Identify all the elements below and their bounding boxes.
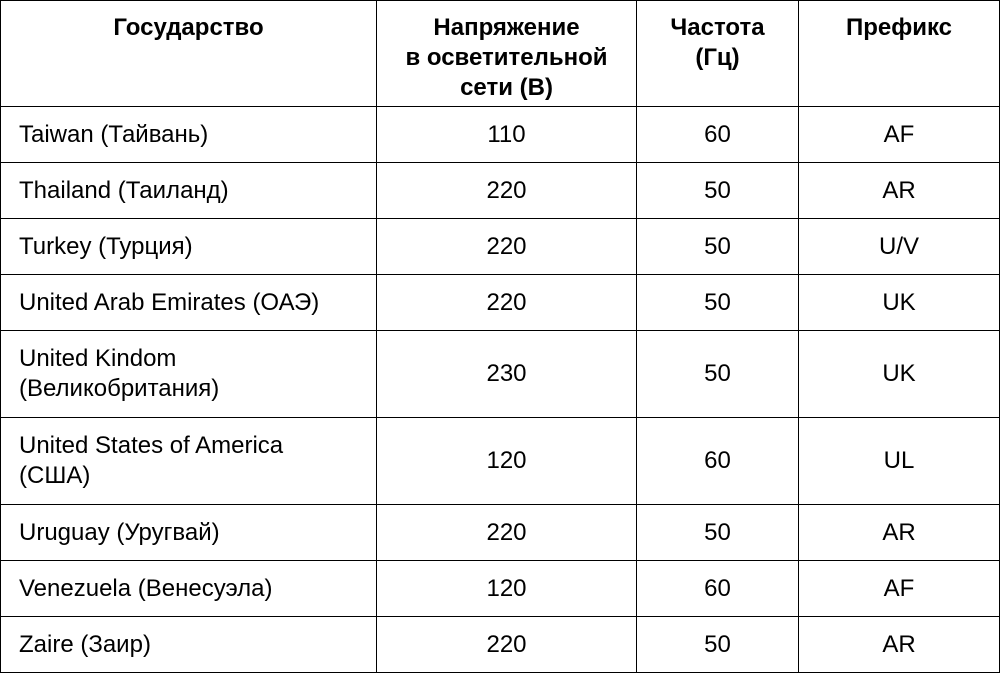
header-row: [1, 1, 1000, 107]
frequency-cell: 60: [637, 561, 799, 617]
voltage-cell: 230: [377, 331, 637, 418]
frequency-cell: 50: [637, 163, 799, 219]
prefix-cell: AR: [799, 617, 1000, 673]
frequency-cell: 50: [637, 331, 799, 418]
frequency-cell: 60: [637, 107, 799, 163]
table-row: [1, 418, 1000, 505]
country-cell: Thailand (Таиланд): [1, 163, 377, 219]
voltage-cell: 220: [377, 219, 637, 275]
table-row: [1, 561, 1000, 617]
table-row: [1, 275, 1000, 331]
country-cell: United States of America (США): [1, 418, 377, 505]
frequency-cell: 50: [637, 219, 799, 275]
table-row: [1, 107, 1000, 163]
voltage-cell: 220: [377, 275, 637, 331]
voltage-cell: 120: [377, 418, 637, 505]
table-row: [1, 163, 1000, 219]
prefix-cell: AF: [799, 107, 1000, 163]
voltage-cell: 220: [377, 617, 637, 673]
country-cell: Uruguay (Уругвай): [1, 505, 377, 561]
frequency-cell: 50: [637, 505, 799, 561]
header-frequency: Частота (Гц): [637, 1, 799, 107]
voltage-cell: 110: [377, 107, 637, 163]
header-voltage: Напряжение в осветительной сети (В): [377, 1, 637, 107]
table-row: [1, 219, 1000, 275]
country-cell: Taiwan (Тайвань): [1, 107, 377, 163]
prefix-cell: AF: [799, 561, 1000, 617]
prefix-cell: U/V: [799, 219, 1000, 275]
header-country: Государство: [1, 1, 377, 107]
country-cell: Zaire (Заир): [1, 617, 377, 673]
prefix-cell: UL: [799, 418, 1000, 505]
table-row: [1, 617, 1000, 673]
prefix-cell: UK: [799, 275, 1000, 331]
header-prefix: Префикс: [799, 1, 1000, 107]
voltage-cell: 220: [377, 163, 637, 219]
country-cell: Turkey (Турция): [1, 219, 377, 275]
frequency-cell: 60: [637, 418, 799, 505]
prefix-cell: AR: [799, 163, 1000, 219]
table-row: [1, 505, 1000, 561]
table-row: [1, 331, 1000, 418]
prefix-cell: UK: [799, 331, 1000, 418]
voltage-cell: 120: [377, 561, 637, 617]
frequency-cell: 50: [637, 275, 799, 331]
country-cell: United Arab Emirates (ОАЭ): [1, 275, 377, 331]
country-cell: Venezuela (Венесуэла): [1, 561, 377, 617]
voltage-cell: 220: [377, 505, 637, 561]
prefix-cell: AR: [799, 505, 1000, 561]
country-cell: United Kindom (Великобритания): [1, 331, 377, 418]
frequency-cell: 50: [637, 617, 799, 673]
